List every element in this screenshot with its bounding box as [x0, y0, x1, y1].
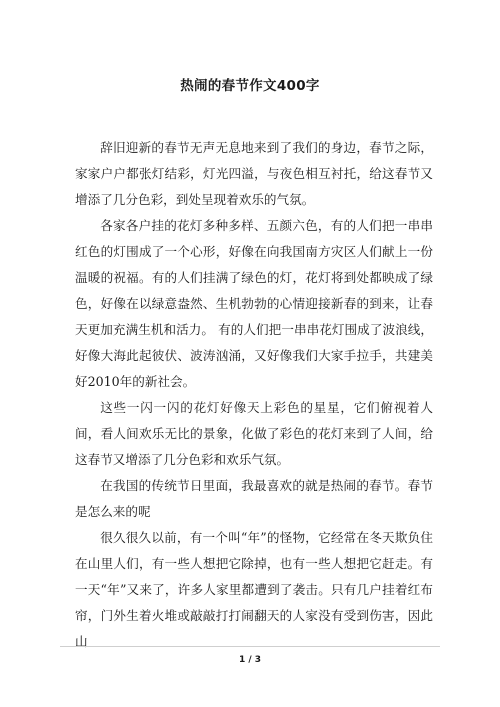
- document-body: [75, 135, 433, 655]
- paragraph: 各家各户挂的花灯多种多样、五颜六色，有的人们把一串串红色的灯围成了一个心形，好像在向我国南方灾区人们献上一份温暖的祝福。有的人们挂满了绿色的灯，花灯将到处都映成了绿色，好像在以绿意盎然、生机勃勃的心情迎接新春的到来，让春天更加充满生机和活力。 有的人们把一串串花灯围成了波浪线，好像大海此起彼伏、波涛汹涌，又好像我们大家手拉手，共建美好2010年的新社会。: [75, 218, 433, 389]
- page-number: 1 / 3: [238, 655, 262, 665]
- paragraph: 辞旧迎新的春节无声无息地来到了我们的身边，春节之际，家家户户都张灯结彩，灯光四溢，与夜色相互衬托，给这春节又增添了几分色彩，到处呈现着欢乐的气氛。: [75, 140, 433, 207]
- paragraph: 很久很久以前，有一个叫“年”的怪物，它经常在冬天欺负住在山里人们，有一些人想把它除掉，也有一些人想把它赶走。有一天“年”又来了，许多人家里都遭到了袭击。只有几户挂着红布帘，门外生着火堆或敲敲打打闹翻天的人家没有受到伤害，因此山: [75, 530, 433, 649]
- footer-divider: [60, 646, 440, 647]
- document-title: 热闹的春节作文400字: [180, 78, 320, 94]
- paragraph: 这些一闪一闪的花灯好像天上彩色的星星，它们俯视着人间，看人间欢乐无比的景象，化做了彩色的花灯来到了人间，给这春节又增添了几分色彩和欢乐气氛。: [75, 400, 433, 467]
- paragraph: 在我国的传统节日里面，我最喜欢的就是热闹的春节。春节是怎么来的呢: [75, 478, 433, 519]
